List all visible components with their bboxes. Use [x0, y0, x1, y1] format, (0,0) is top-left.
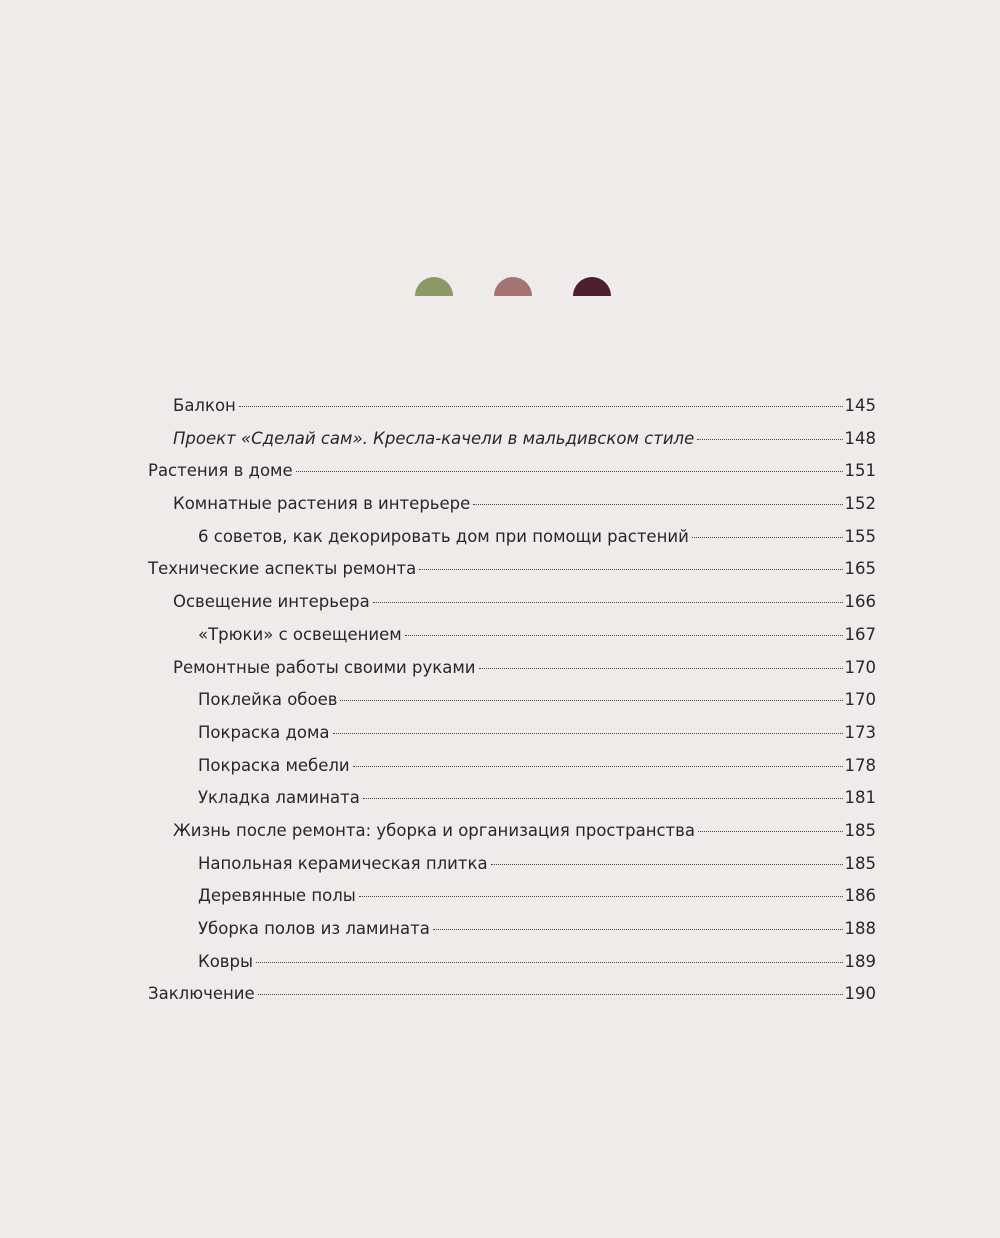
toc-entry-page-number: 170: [844, 657, 876, 677]
toc-entry[interactable]: [148, 848, 876, 881]
toc-entry[interactable]: [148, 913, 876, 946]
toc-entry[interactable]: [148, 815, 876, 848]
dot-leader: [473, 504, 842, 505]
toc-entry[interactable]: [148, 684, 876, 717]
toc-entry[interactable]: [148, 619, 876, 652]
dot-leader: [333, 733, 843, 734]
toc-entry-title: Технические аспекты ремонта: [148, 559, 417, 579]
toc-entry-page-number: 181: [844, 788, 876, 808]
toc-entry[interactable]: [148, 750, 876, 783]
dot-leader: [256, 962, 842, 963]
toc-entry-title: Заключение: [148, 984, 255, 1004]
toc-entry-title: Напольная керамическая плитка: [198, 853, 488, 873]
toc-entry-page-number: 165: [844, 559, 876, 579]
toc-entry[interactable]: [148, 488, 876, 521]
toc-entry-page-number: 185: [844, 853, 876, 873]
dot-leader: [692, 537, 843, 538]
toc-entry-title: Ремонтные работы своими руками: [173, 657, 476, 677]
toc-entry-title: Покраска дома: [198, 722, 330, 742]
plum-semicircle-icon: [573, 277, 611, 296]
toc-entry-title: «Трюки» с освещением: [198, 624, 402, 644]
dot-leader: [353, 766, 843, 767]
toc-entry-page-number: 151: [844, 461, 876, 481]
toc-entry-page-number: 189: [844, 951, 876, 971]
toc-entry[interactable]: [148, 652, 876, 685]
toc-entry-page-number: 155: [844, 526, 876, 546]
dot-leader: [373, 602, 843, 603]
toc-entry-page-number: 188: [844, 919, 876, 938]
toc-entry-title: Проект «Сделай сам». Кресла-качели в мальдивском стиле: [173, 428, 695, 448]
toc-entry-title: Комнатные растения в интерьере: [173, 494, 471, 514]
toc-entry[interactable]: [148, 782, 876, 815]
dot-leader: [419, 569, 842, 570]
toc-entry[interactable]: [148, 978, 876, 1011]
dot-leader: [239, 406, 843, 407]
dot-leader: [697, 439, 842, 440]
toc-entry-title: Жизнь после ремонта: уборка и организация пространства: [173, 820, 696, 840]
dot-leader: [698, 831, 842, 832]
toc-entry-page-number: 186: [844, 886, 876, 906]
toc-entry[interactable]: [148, 521, 876, 554]
toc-entry-page-number: 166: [844, 592, 876, 612]
toc-entry-title: Растения в доме: [148, 461, 293, 481]
rose-semicircle-icon: [494, 277, 532, 296]
toc-entry[interactable]: [148, 553, 876, 586]
dot-leader: [433, 929, 843, 930]
dot-leader: [363, 798, 843, 799]
toc-entry[interactable]: [148, 946, 876, 979]
toc-entry-page-number: 173: [844, 722, 876, 742]
olive-semicircle-icon: [415, 277, 453, 296]
toc-entry[interactable]: [148, 423, 876, 456]
toc-entry[interactable]: [148, 390, 876, 423]
dot-leader: [359, 896, 843, 897]
toc-entry-page-number: 167: [844, 624, 876, 644]
toc-entry-title: Уборка полов из ламината: [198, 919, 430, 938]
toc-entry-title: Ковры: [198, 951, 254, 971]
toc-entry-page-number: 148: [844, 428, 876, 448]
toc-entry-page-number: 145: [844, 396, 876, 415]
toc-entry-title: Поклейка обоев: [198, 690, 338, 710]
toc-entry-title: Деревянные полы: [198, 886, 356, 906]
toc-entry[interactable]: [148, 880, 876, 913]
toc-entry-title: Покраска мебели: [198, 755, 350, 775]
dot-leader: [479, 668, 843, 669]
toc-entry-page-number: 185: [844, 820, 876, 840]
toc-entry-page-number: 152: [844, 494, 876, 514]
toc-entry-page-number: 178: [844, 755, 876, 775]
dot-leader: [340, 700, 842, 701]
toc-entry[interactable]: [148, 455, 876, 488]
decorative-ornament: [0, 277, 1000, 297]
toc-entry-page-number: 190: [844, 984, 876, 1004]
dot-leader: [405, 635, 843, 636]
toc-entry[interactable]: [148, 717, 876, 750]
toc-entry-title: Освещение интерьера: [173, 592, 370, 612]
dot-leader: [491, 864, 843, 865]
toc-entry-title: Укладка ламината: [198, 788, 360, 808]
toc-entry-title: Балкон: [173, 396, 236, 415]
toc-entry-page-number: 170: [844, 690, 876, 710]
dot-leader: [258, 994, 843, 995]
table-of-contents: [148, 390, 876, 1011]
toc-entry-title: 6 советов, как декорировать дом при помощи растений: [198, 526, 689, 546]
dot-leader: [296, 471, 843, 472]
toc-entry[interactable]: [148, 586, 876, 619]
